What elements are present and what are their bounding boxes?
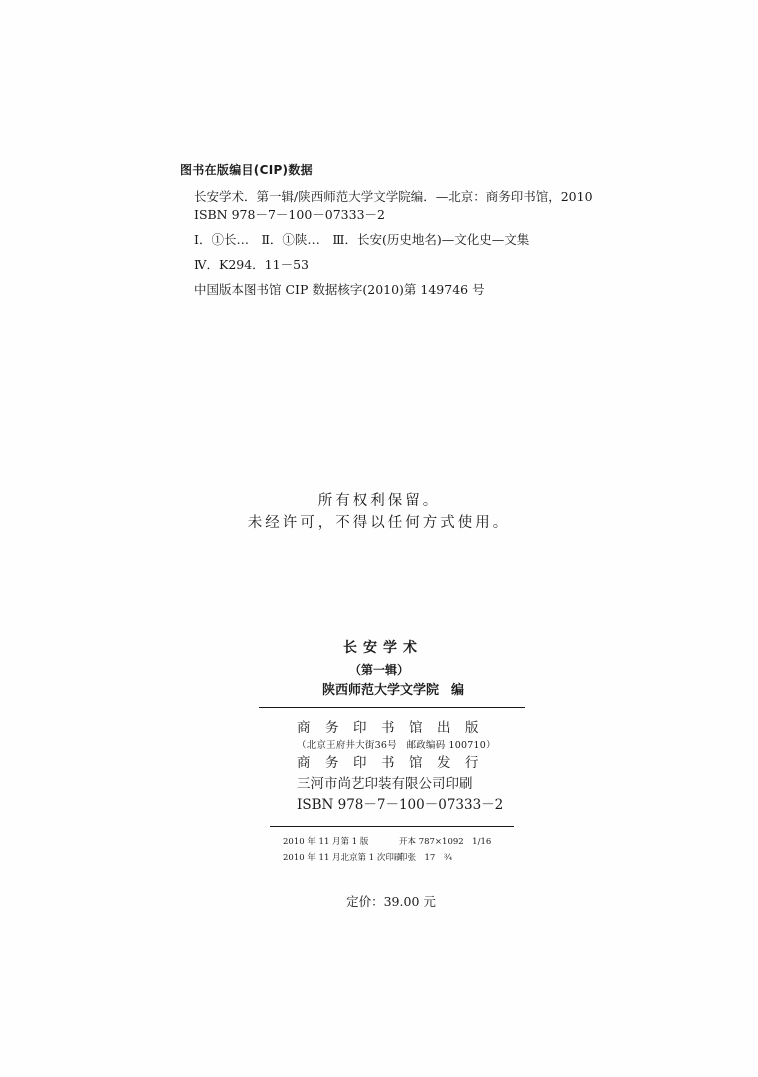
rights-permission-line: 未经许可，不得以任何方式使用。 (247, 515, 511, 531)
rights-reserved-line: 所有权利保留。 (317, 493, 441, 509)
distributor-line: 商务印书馆发行 (297, 755, 493, 771)
format-info: 开本 787×1092 1/16 (399, 837, 492, 847)
printing-row (283, 850, 523, 866)
book-series-volume: （第一辑） (348, 663, 409, 677)
imprint-top-rule (259, 707, 525, 708)
sheets-info: 印张 17 ¾ (399, 853, 453, 863)
printing-info: 2010 年 11 月北京第 1 次印刷 (283, 853, 403, 863)
publisher-address: （北京王府井大街36号 邮政编码 100710） (297, 740, 496, 751)
book-editor-line (0, 682, 758, 700)
cip-record-number-line: 中国版本图书馆 CIP 数据核字(2010)第 149746 号 (194, 282, 485, 297)
imprint-bottom-rule (270, 826, 514, 827)
printing-details (283, 834, 523, 866)
printing-row (283, 834, 523, 850)
imprint-isbn: ISBN 978－7－100－07333－2 (297, 797, 504, 813)
cip-bibliographic-line: 长安学术．第一辑/陕西师范大学文学院编．—北京：商务印书馆，2010 (194, 189, 593, 204)
printer-line: 三河市尚艺印装有限公司印刷 (297, 776, 473, 792)
publisher-line: 商务印书馆出版 (297, 720, 493, 736)
editor-name: 陕西师范大学文学院 (321, 683, 439, 698)
cip-data-block (180, 162, 680, 298)
edition-info: 2010 年 11 月第 1 版 (283, 837, 369, 847)
imprint-block (0, 638, 758, 909)
price-line: 定价：39.00 元 (346, 894, 436, 909)
rights-notice (0, 490, 758, 534)
publisher-block (297, 718, 537, 816)
editor-role: 编 (451, 683, 465, 698)
cip-isbn-line: ISBN 978－7－100－07333－2 (194, 207, 385, 222)
cip-classification-line: Ⅳ．K294．11－53 (194, 257, 309, 272)
cip-subject-line: Ⅰ．①长… Ⅱ．①陕… Ⅲ．长安(历史地名)—文化史—文集 (194, 232, 530, 247)
book-title: 长安学术 (343, 640, 423, 656)
cip-heading: 图书在版编目(CIP)数据 (180, 163, 313, 177)
